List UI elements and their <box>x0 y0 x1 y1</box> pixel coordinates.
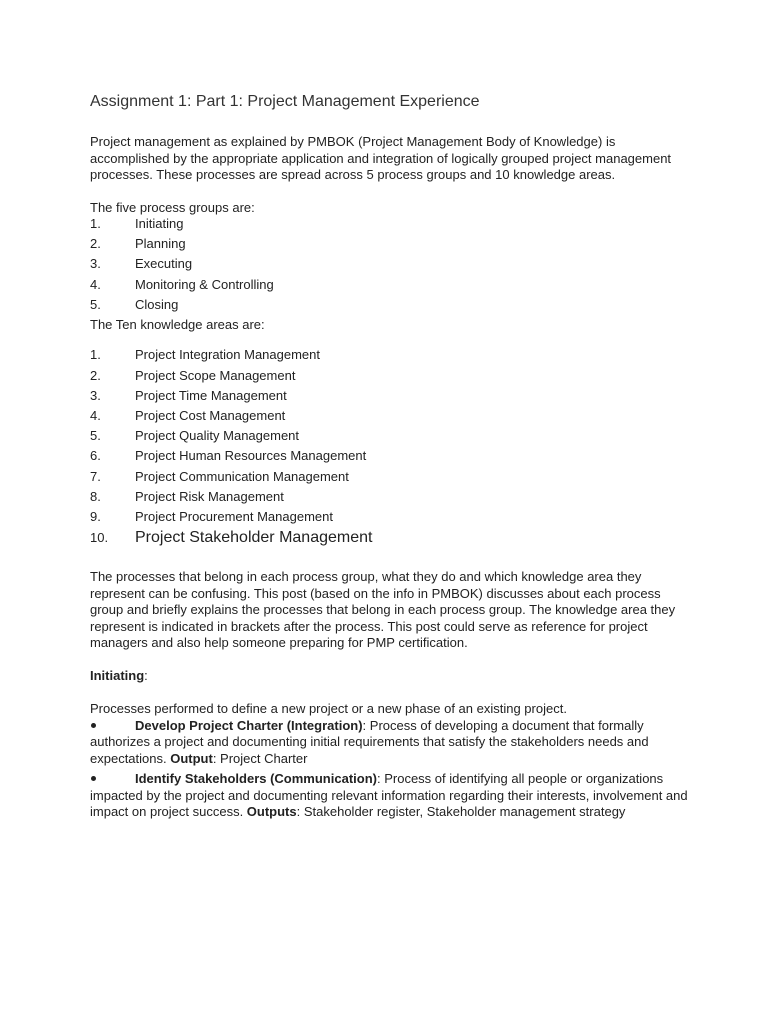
bullet-title: Develop Project Charter (Integration) <box>135 717 363 733</box>
list-item <box>90 388 690 405</box>
list-label: Initiating <box>135 216 184 231</box>
list-item <box>90 297 690 314</box>
list-label: Project Cost Management <box>135 408 286 423</box>
list-label: Monitoring & Controlling <box>135 276 274 292</box>
process-groups-list <box>90 216 690 313</box>
initiating-heading-colon: : <box>144 667 148 683</box>
knowledge-areas-heading: The Ten knowledge areas are: <box>90 316 265 332</box>
list-label: Project Procurement Management <box>135 508 333 524</box>
bullet-output-label: Output <box>170 750 213 766</box>
list-item <box>90 216 690 233</box>
list-number: 3. <box>90 256 101 272</box>
list-number: 1. <box>90 216 101 231</box>
intro-paragraph: Project management as explained by PMBOK (Project Management Body of Knowledge) is accomplished by the appropriate application and integration of logically grouped project management processes. These processes are spread across 5 process groups and 10 knowledge areas. <box>90 134 672 182</box>
bullet-text: : Process of developing a document that formally authorizes a project and documenting initial requirements that satisfy the stakeholders needs and expectations. <box>90 717 649 766</box>
knowledge-areas-list <box>90 347 690 549</box>
list-number: 2. <box>90 236 101 252</box>
list-number: 7. <box>90 468 101 484</box>
list-item <box>90 469 690 486</box>
list-item <box>90 408 690 425</box>
bullet-output-label: Outputs <box>246 804 297 820</box>
document-page <box>90 90 690 825</box>
list-number: 5. <box>90 428 101 444</box>
list-number: 4. <box>90 276 101 292</box>
list-item <box>90 347 690 364</box>
list-item <box>90 509 690 526</box>
bullet-icon <box>90 718 135 735</box>
list-number: 1. <box>90 347 101 363</box>
list-item <box>90 489 690 506</box>
bullet-output-text: : Stakeholder register, Stakeholder management strategy <box>296 804 626 820</box>
list-number: 5. <box>90 296 101 312</box>
page-title: Assignment 1: Part 1: Project Management Experience <box>90 93 480 110</box>
bullet-icon <box>90 771 135 788</box>
list-number: 4. <box>90 408 101 423</box>
list-number: 3. <box>90 387 101 403</box>
process-groups-heading: The five process groups are: <box>90 199 255 215</box>
list-number: 10. <box>90 530 109 546</box>
list-item <box>90 448 690 465</box>
list-label: Closing <box>135 296 179 312</box>
list-item <box>90 368 690 385</box>
list-item <box>90 236 690 253</box>
initiating-description: Processes performed to define a new project or a new phase of an existing project. <box>90 701 567 717</box>
list-item <box>90 256 690 273</box>
bullet-title: Identify Stakeholders (Communication) <box>135 771 377 787</box>
bullet-item-develop-project-charter <box>90 718 690 768</box>
list-number: 8. <box>90 488 101 504</box>
list-label: Project Communication Management <box>135 468 349 484</box>
list-label: Project Time Management <box>135 387 287 403</box>
list-label: Planning <box>135 236 186 252</box>
list-label: Project Human Resources Management <box>135 448 367 464</box>
bullet-item-identify-stakeholders <box>90 771 690 821</box>
list-label: Project Quality Management <box>135 428 300 444</box>
initiating-heading <box>90 668 690 685</box>
list-number: 9. <box>90 508 101 524</box>
list-label: Project Integration Management <box>135 347 320 363</box>
list-label: Project Risk Management <box>135 488 284 504</box>
bullet-text: : Process of identifying all people or organizations impacted by the project and documenting relevant information regarding their interests, involvement and impact on project success. <box>90 771 688 820</box>
initiating-heading-text: Initiating <box>90 667 145 683</box>
list-number: 2. <box>90 367 101 383</box>
list-item <box>90 428 690 445</box>
list-label: Project Scope Management <box>135 367 296 383</box>
list-item <box>90 277 690 294</box>
bullet-output-text: : Project Charter <box>212 750 308 766</box>
list-label: Project Stakeholder Management <box>135 529 373 547</box>
list-item <box>90 527 690 549</box>
list-number: 6. <box>90 448 101 464</box>
explanation-paragraph: The processes that belong in each process group, what they do and which knowledge area they represent can be confusing. This post (based on the info in PMBOK) discusses about each process group and briefly explains the processes that belong in each process group. The knowledge area they represent is indicated in brackets after the process. This post could serve as reference for project managers and also help someone preparing for PMP certification. <box>90 569 676 651</box>
list-label: Executing <box>135 256 193 272</box>
